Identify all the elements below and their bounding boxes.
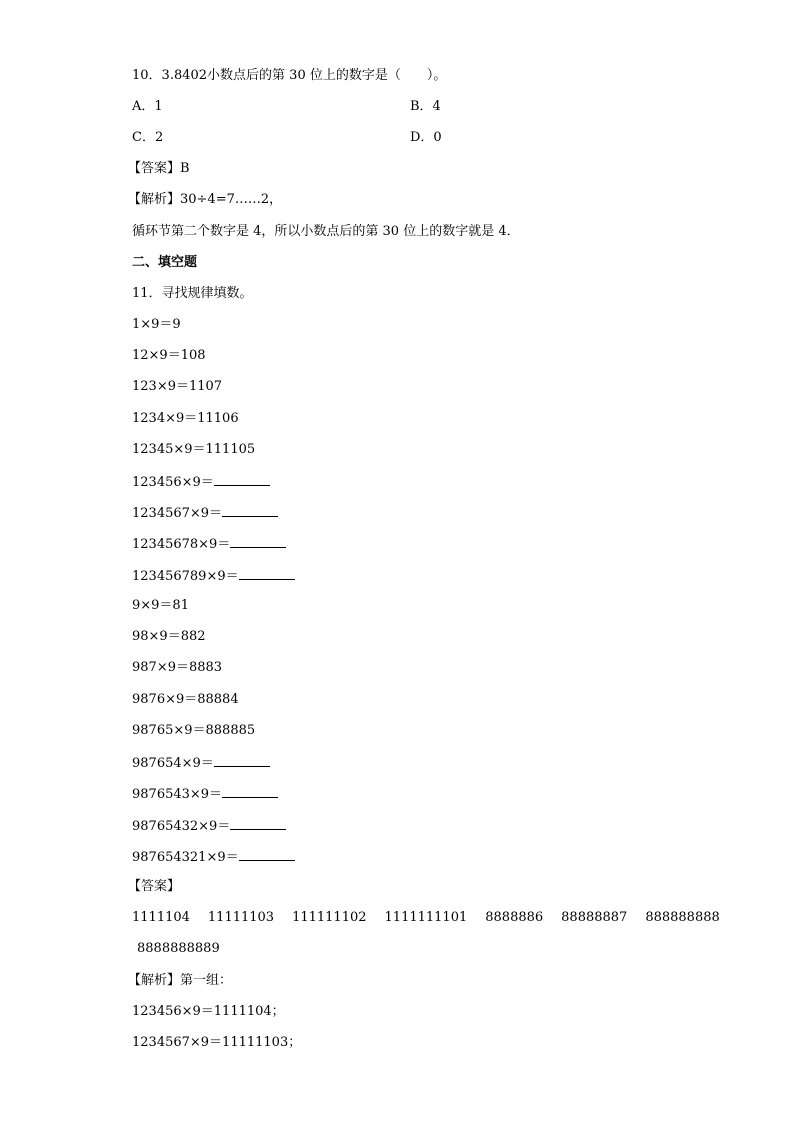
q11-g2-blank-1 bbox=[132, 752, 270, 772]
answer-value: 11111103 bbox=[207, 910, 275, 925]
q10-option-c: C．2 bbox=[132, 130, 164, 145]
q11-stem: 11．寻找规律填数。 bbox=[132, 286, 253, 301]
q11-g2-line-3: 987×9＝8883 bbox=[132, 660, 223, 675]
q11-g1-blank-2-text: 1234567×9＝ bbox=[132, 506, 223, 521]
q11-g1-blank-1 bbox=[132, 471, 270, 491]
answer-blank[interactable] bbox=[230, 533, 286, 548]
q11-g1-line-5: 12345×9＝111105 bbox=[132, 442, 256, 457]
answer-blank[interactable] bbox=[230, 815, 286, 830]
q11-g2-blank-4 bbox=[132, 846, 295, 866]
q10-stem bbox=[132, 66, 446, 86]
q11-analysis: 【解析】第一组： bbox=[128, 973, 233, 988]
answer-blank[interactable] bbox=[239, 846, 295, 861]
q11-g2-line-4: 9876×9＝88884 bbox=[132, 692, 239, 707]
answer-value: 1111111101 bbox=[384, 910, 468, 925]
q10-option-b: B．4 bbox=[410, 99, 441, 114]
q11-g1-blank-3 bbox=[132, 533, 286, 553]
q10-stem-prefix: 10．3. bbox=[132, 68, 174, 83]
q11-g2-blank-4-text: 987654321×9＝ bbox=[132, 850, 239, 865]
q11-answer: 【答案】 bbox=[128, 879, 181, 894]
answer-blank[interactable] bbox=[222, 783, 278, 798]
answer-blank[interactable] bbox=[239, 565, 295, 580]
answer-value: 1111104 bbox=[132, 910, 190, 925]
q10-answer: 【答案】B bbox=[128, 161, 190, 176]
q11-g2-blank-3-text: 98765432×9＝ bbox=[132, 819, 231, 834]
q10-stem-repeat: 8402 bbox=[173, 68, 208, 83]
q11-g2-blank-1-text: 987654×9＝ bbox=[132, 756, 214, 771]
q11-g1-line-1: 1×9＝9 bbox=[132, 317, 181, 332]
q10-analysis: 【解析】30÷4=7……2， bbox=[128, 192, 283, 207]
q11-analysis-line-2: 1234567×9＝11111103； bbox=[132, 1035, 302, 1050]
q10-stem-suffix: 小数点后的第 30 位上的数字是（ ）。 bbox=[207, 68, 447, 83]
q11-g1-blank-4 bbox=[132, 565, 295, 585]
q10-option-a: A．1 bbox=[132, 99, 163, 114]
answer-value: 888888888 bbox=[645, 910, 720, 925]
answer-value: 8888886 bbox=[485, 910, 544, 925]
q11-g2-blank-2-text: 9876543×9＝ bbox=[132, 787, 223, 802]
q11-g1-blank-2 bbox=[132, 502, 278, 522]
answer-blank[interactable] bbox=[214, 471, 270, 486]
answer-value: 88888887 bbox=[561, 910, 628, 925]
q11-g1-line-2: 12×9＝108 bbox=[132, 348, 206, 363]
answer-value: 111111102 bbox=[292, 910, 367, 925]
q11-g2-line-5: 98765×9＝888885 bbox=[132, 723, 256, 738]
q11-g1-line-3: 123×9＝1107 bbox=[132, 379, 223, 394]
q11-g2-blank-3 bbox=[132, 815, 286, 835]
q11-g1-line-4: 1234×9＝11106 bbox=[132, 411, 239, 426]
section-title: 二、填空题 bbox=[132, 255, 198, 270]
answer-blank[interactable] bbox=[214, 752, 270, 767]
q11-g1-blank-3-text: 12345678×9＝ bbox=[132, 537, 231, 552]
q11-g2-line-1: 9×9＝81 bbox=[132, 598, 189, 613]
answer-blank[interactable] bbox=[222, 502, 278, 517]
q10-analysis-line2: 循环节第二个数字是 4，所以小数点后的第 30 位上的数字就是 4． bbox=[132, 224, 520, 239]
q11-answers-line2: 8888888889 bbox=[137, 941, 220, 956]
q11-g2-line-2: 98×9＝882 bbox=[132, 629, 206, 644]
q11-g1-blank-4-text: 123456789×9＝ bbox=[132, 569, 239, 584]
q11-g2-blank-2 bbox=[132, 783, 278, 803]
q11-analysis-line-1: 123456×9＝1111104； bbox=[132, 1004, 285, 1019]
q11-g1-blank-1-text: 123456×9＝ bbox=[132, 475, 214, 490]
q11-answers-line1 bbox=[132, 908, 720, 928]
q10-option-d: D．0 bbox=[410, 130, 442, 145]
